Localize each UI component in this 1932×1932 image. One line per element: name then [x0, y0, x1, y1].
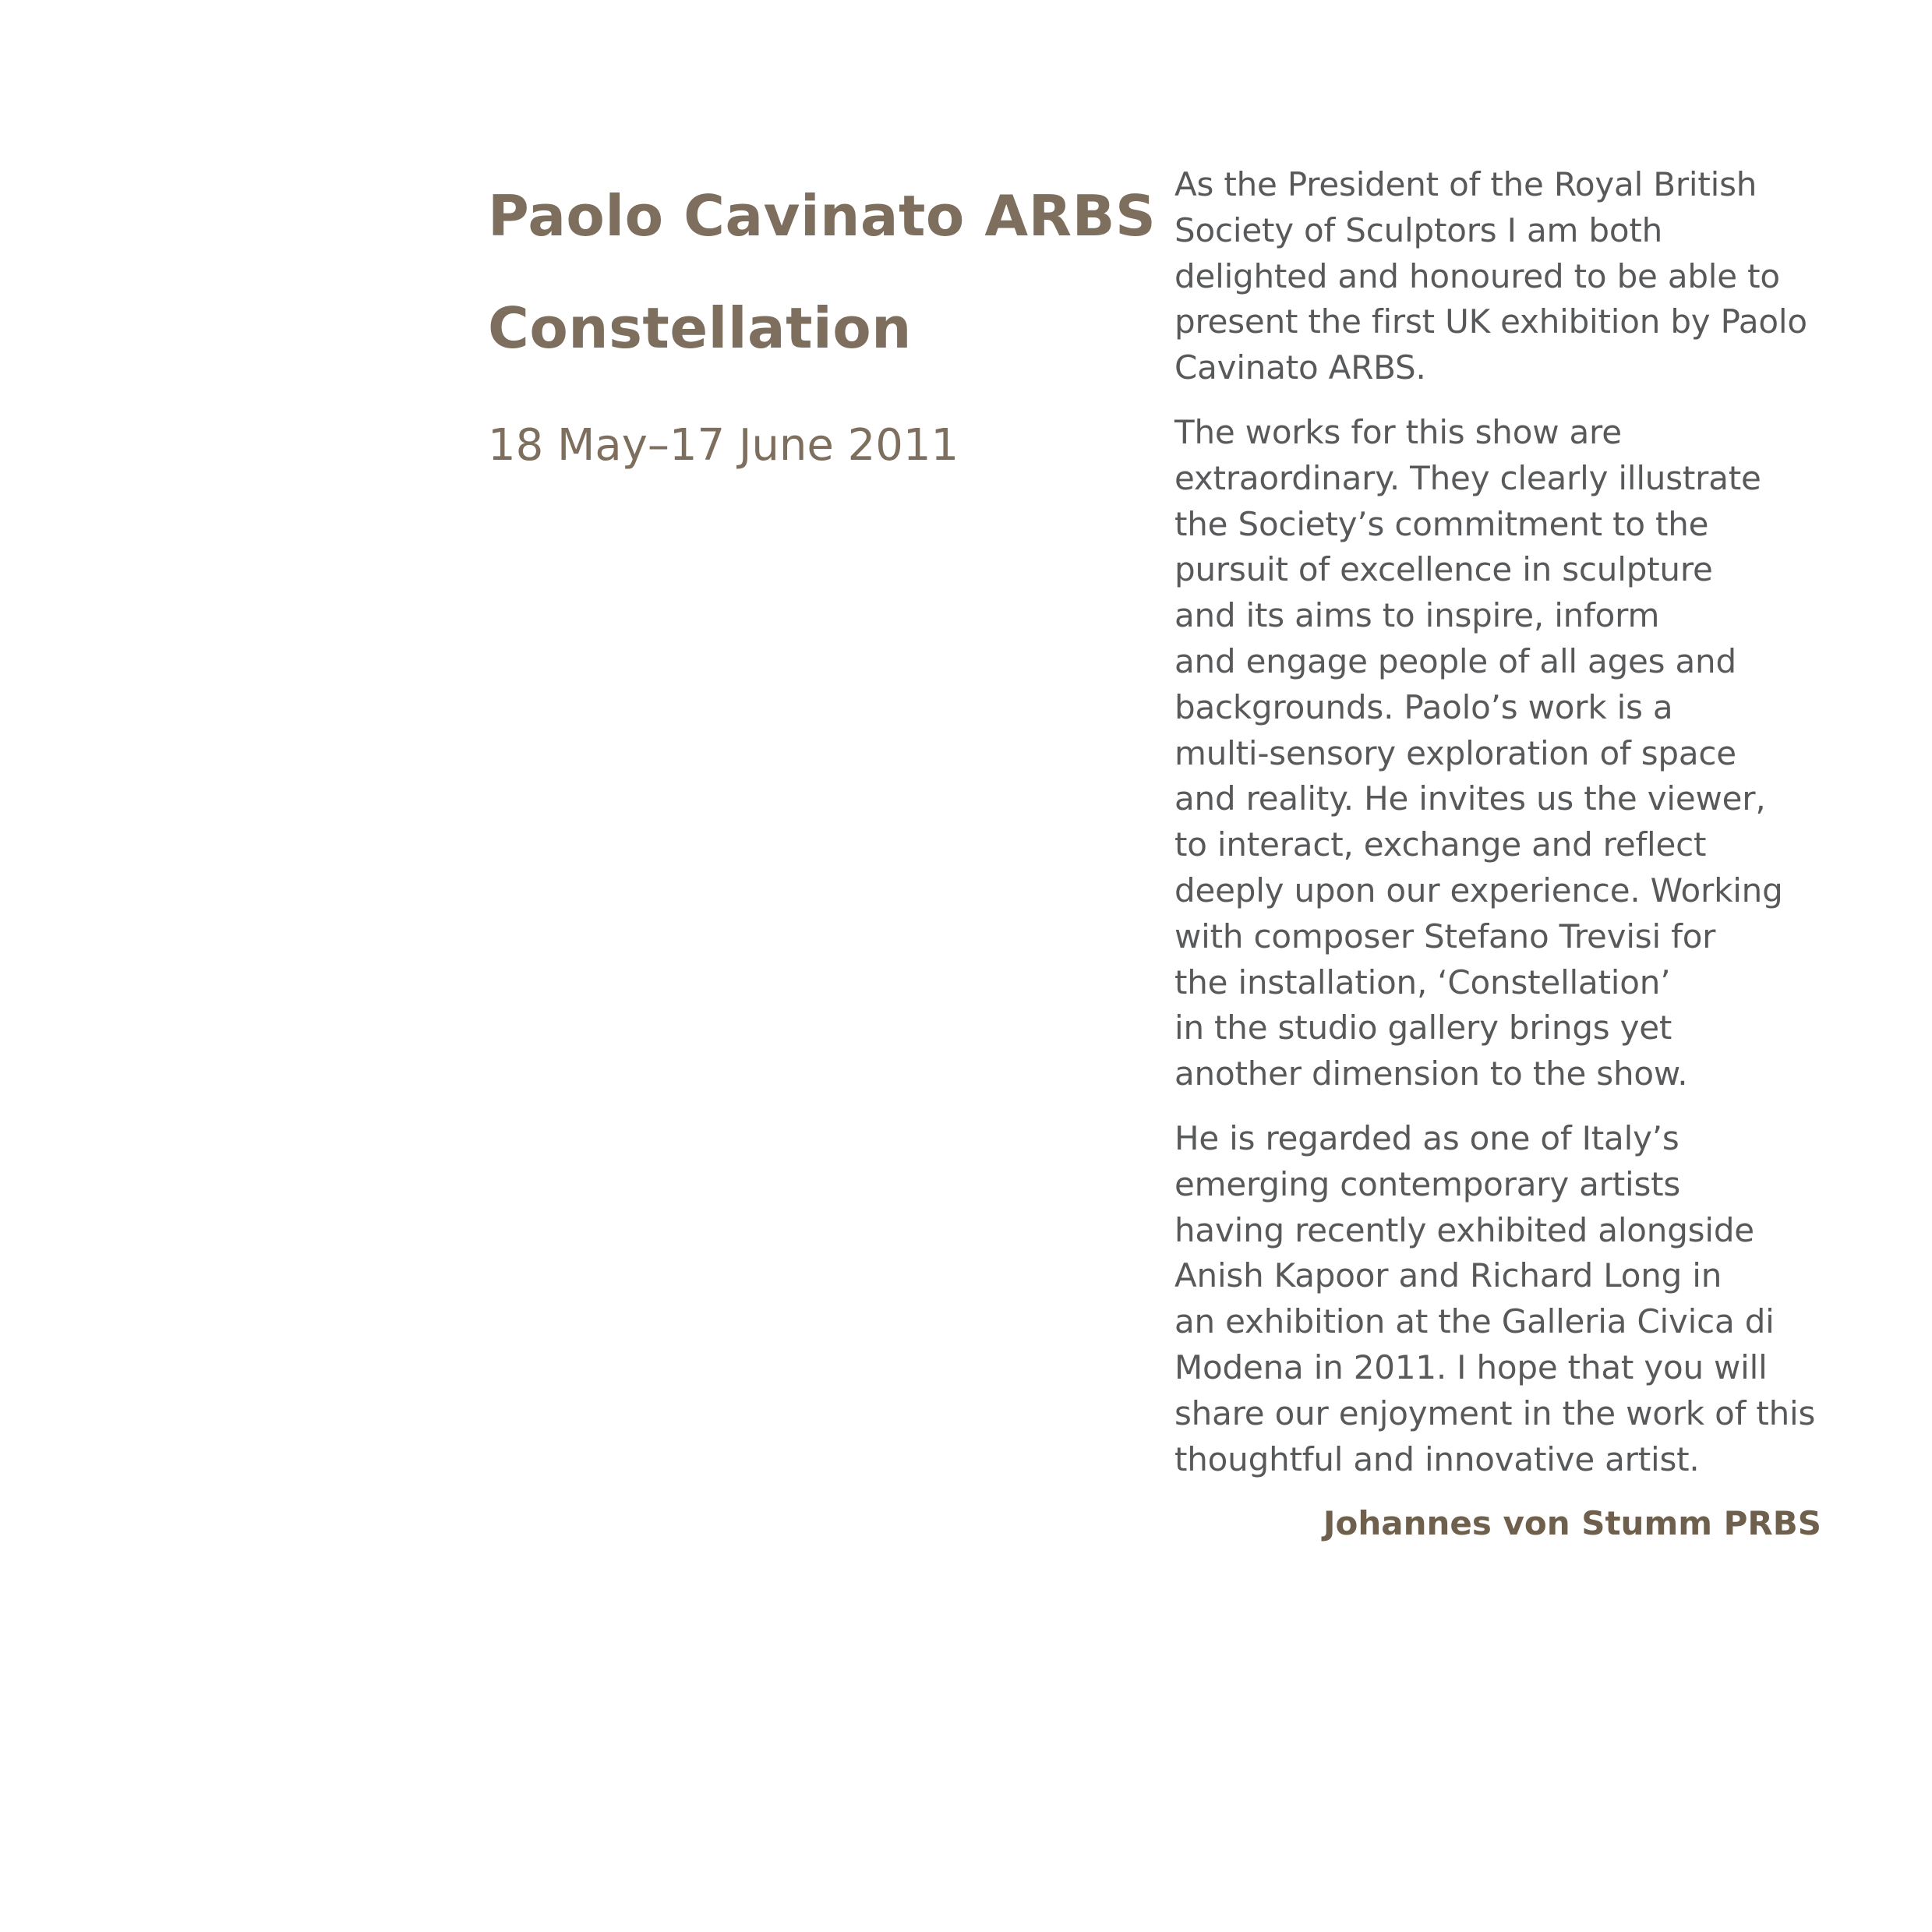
text-line: Anish Kapoor and Richard Long in: [1174, 1256, 1722, 1295]
text-line: an exhibition at the Galleria Civica di: [1174, 1302, 1775, 1341]
exhibition-dates: 18 May–17 June 2011: [488, 420, 959, 471]
paragraph-intro: [1174, 162, 1821, 391]
signature: Johannes von Stumm PRBS: [1323, 1504, 1821, 1543]
text-line: thoughtful and innovative artist.: [1174, 1439, 1700, 1478]
text-line: As the President of the Royal British: [1174, 165, 1757, 203]
text-line: present the first UK exhibition by Paolo: [1174, 302, 1807, 341]
text-line: share our enjoyment in the work of this: [1174, 1393, 1816, 1432]
text-line: extraordinary. They clearly illustrate: [1174, 458, 1761, 497]
text-line: to interact, exchange and reflect: [1174, 825, 1707, 864]
foreword-text: [1174, 162, 1821, 1546]
heading-block: [488, 160, 1157, 473]
text-line: delighted and honoured to be able to: [1174, 256, 1780, 295]
exhibition-artist-title: Paolo Cavinato ARBS: [488, 183, 1157, 249]
text-line: The works for this show are: [1174, 412, 1622, 451]
text-line: Modena in 2011. I hope that you will: [1174, 1347, 1768, 1386]
text-line: and engage people of all ages and: [1174, 641, 1736, 680]
text-line: the Society’s commitment to the: [1174, 504, 1709, 543]
text-line: and reality. He invites us the viewer,: [1174, 779, 1766, 818]
text-line: and its aims to inspire, inform: [1174, 596, 1660, 635]
text-line: multi-sensory exploration of space: [1174, 733, 1736, 772]
text-line: the installation, ‘Constellation’: [1174, 962, 1671, 1001]
exhibition-title: Constellation: [488, 295, 912, 361]
text-line: pursuit of excellence in sculpture: [1174, 550, 1713, 589]
text-line: with composer Stefano Trevisi for: [1174, 917, 1716, 955]
text-line: He is regarded as one of Italy’s: [1174, 1118, 1679, 1157]
text-line: deeply upon our experience. Working: [1174, 871, 1783, 909]
text-line: Society of Sculptors I am both: [1174, 210, 1663, 249]
paragraph-works: [1174, 410, 1821, 1097]
text-line: backgrounds. Paolo’s work is a: [1174, 687, 1673, 726]
text-line: Cavinato ARBS.: [1174, 348, 1426, 387]
paragraph-artist: [1174, 1116, 1821, 1482]
text-line: having recently exhibited alongside: [1174, 1210, 1754, 1249]
text-line: in the studio gallery brings yet: [1174, 1008, 1672, 1047]
text-line: another dimension to the show.: [1174, 1054, 1688, 1093]
text-line: emerging contemporary artists: [1174, 1164, 1681, 1203]
